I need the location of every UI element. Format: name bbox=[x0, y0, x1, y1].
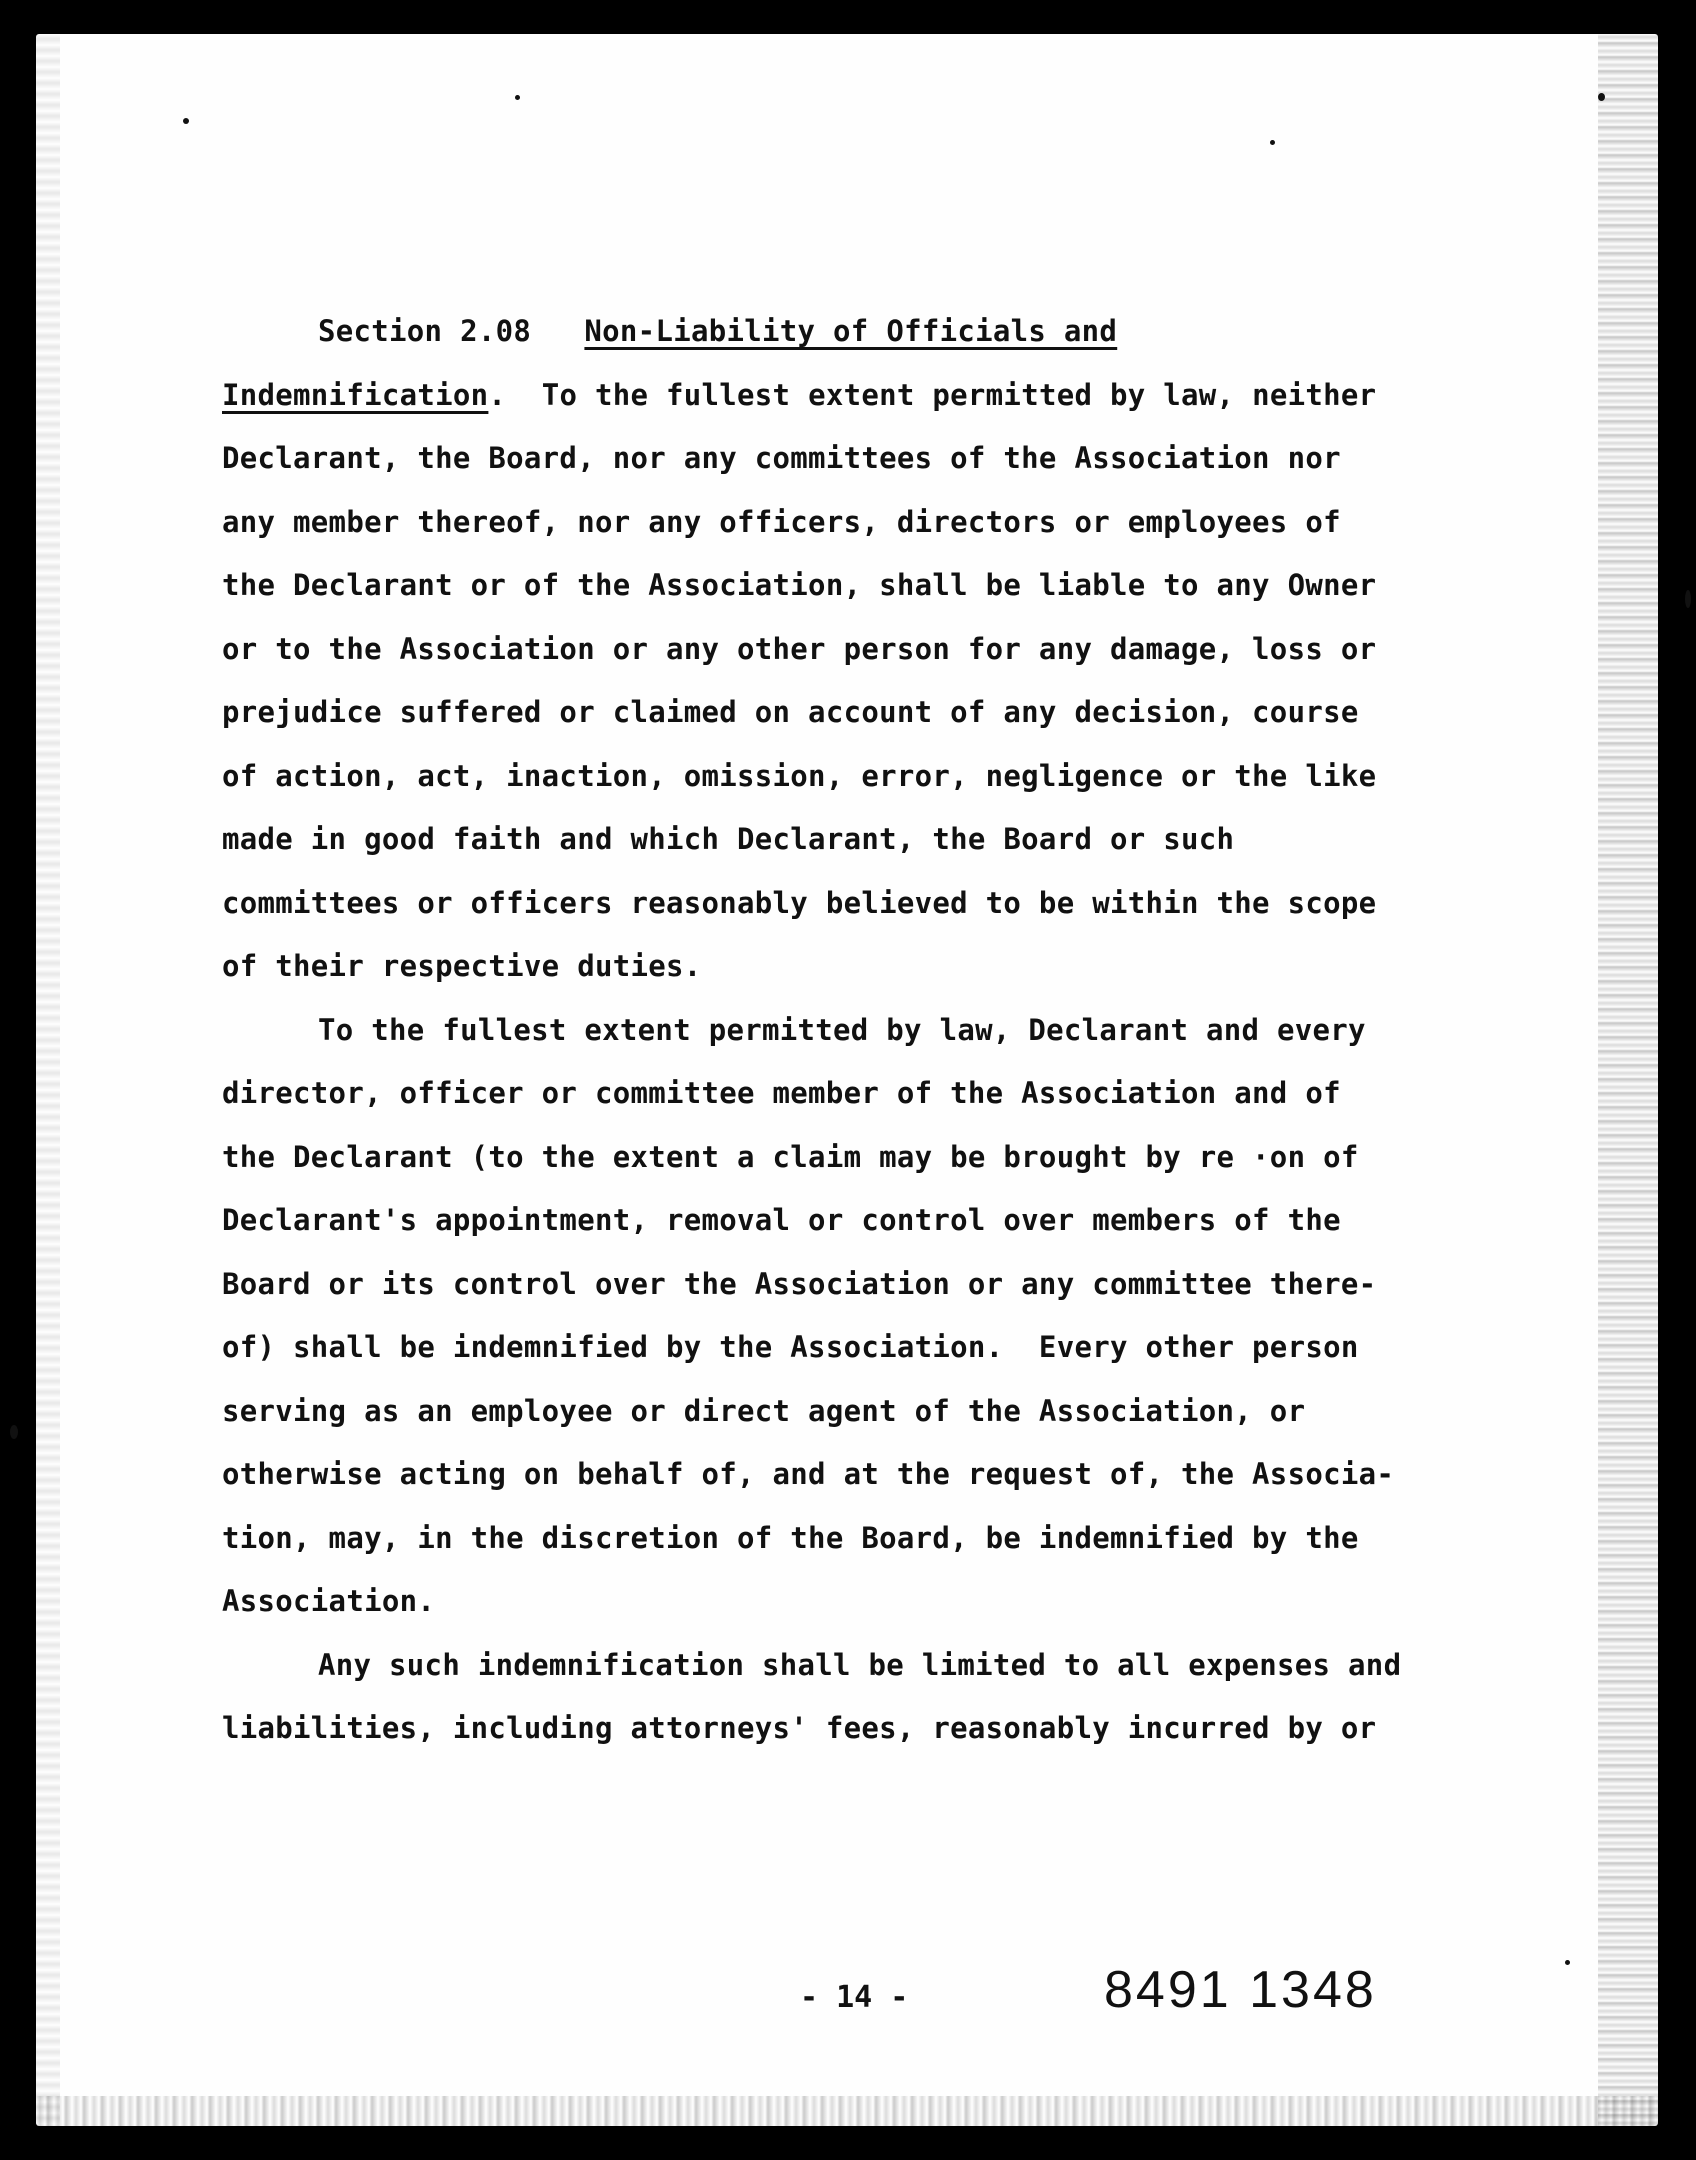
paragraph-2-line: tion, may, in the discretion of the Board, be indemnified by the bbox=[222, 1520, 1359, 1555]
paragraph-3-line: liabilities, including attorneys' fees, reasonably incurred by or bbox=[222, 1711, 1377, 1745]
paragraph-1-line: the Declarant or of the Association, shall be liable to any Owner bbox=[222, 568, 1377, 602]
paragraph-1-line: made in good faith and which Declarant, the Board or such bbox=[222, 822, 1235, 856]
paragraph-1-line: prejudice suffered or claimed on account of any decision, course bbox=[222, 695, 1359, 729]
paragraph-2-line: the Declarant (to the extent a claim may be brought by re ·on of bbox=[222, 1139, 1359, 1174]
scan-speck bbox=[1685, 590, 1691, 608]
paragraph-1-line: or to the Association or any other person for any damage, loss or bbox=[222, 631, 1377, 666]
section-heading bbox=[222, 300, 1562, 364]
scan-speck bbox=[183, 118, 189, 124]
scan-speck bbox=[10, 1425, 18, 1439]
section-title-continued: Indemnification bbox=[222, 377, 489, 412]
scan-speck bbox=[1598, 93, 1605, 101]
recording-stamp: 8491 1348 bbox=[1104, 1961, 1377, 2019]
paragraph-2-line: otherwise acting on behalf of, and at the request of, the Associa- bbox=[222, 1457, 1395, 1491]
paragraph-1-line: any member thereof, nor any officers, directors or employees of bbox=[222, 504, 1341, 539]
paragraph-2-line: To the fullest extent permitted by law, Declarant and every bbox=[318, 1012, 1366, 1047]
page-number: - 14 - bbox=[800, 1980, 909, 2015]
scan-edge-left bbox=[36, 34, 60, 2126]
scan-speck bbox=[1565, 1960, 1570, 1965]
paragraph-2-line: director, officer or committee member of the Association and of bbox=[222, 1076, 1341, 1110]
paragraph-2-line: Association. bbox=[222, 1584, 436, 1618]
scan-speck bbox=[1270, 140, 1275, 145]
paragraph-3-line: Any such indemnification shall be limited to all expenses and bbox=[318, 1647, 1402, 1682]
paragraph-1-line: Declarant, the Board, nor any committees of the Association nor bbox=[222, 441, 1341, 475]
paragraph-1-line: of action, act, inaction, omission, error, negligence or the like bbox=[222, 758, 1377, 793]
section-label: Section 2.08 bbox=[318, 314, 532, 348]
paragraph-2-line: Declarant's appointment, removal or control over members of the bbox=[222, 1203, 1341, 1237]
paragraph-1-line: of their respective duties. bbox=[222, 949, 702, 983]
paragraph-1-line: Indemnification. To the fullest extent permitted by law, neither bbox=[222, 377, 1377, 412]
section-title: Non-Liability of Officials and bbox=[584, 314, 1118, 348]
paragraph-2-line: Board or its control over the Association or any committee there- bbox=[222, 1266, 1377, 1301]
paragraph-2-line: of) shall be indemnified by the Association. Every other person bbox=[222, 1330, 1359, 1364]
document-body bbox=[222, 300, 1562, 1761]
paragraph-2-line: serving as an employee or direct agent of the Association, or bbox=[222, 1393, 1306, 1428]
paragraph-1-line: committees or officers reasonably believed to be within the scope bbox=[222, 885, 1377, 920]
scan-edge-right bbox=[1598, 34, 1658, 2126]
scan-speck bbox=[515, 95, 520, 100]
scan-edge-bottom bbox=[36, 2096, 1658, 2126]
